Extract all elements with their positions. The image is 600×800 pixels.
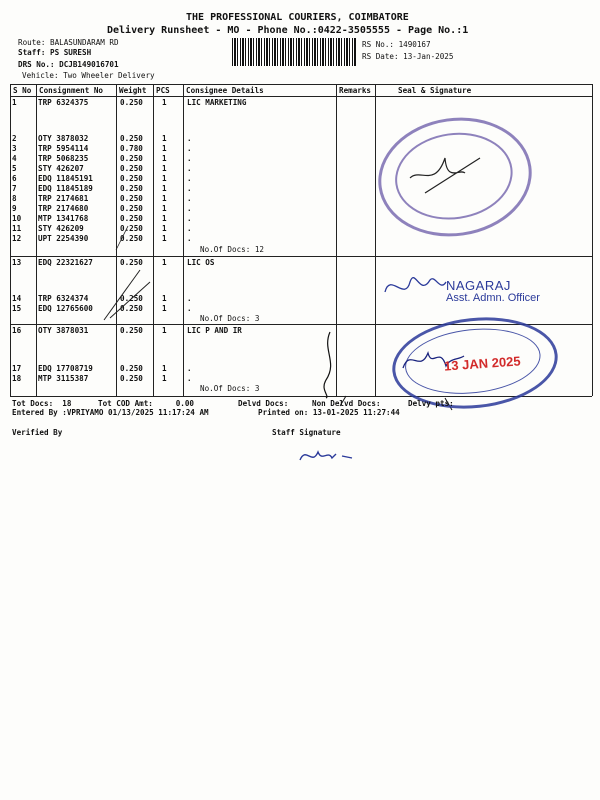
officer-signature (380, 262, 450, 312)
printed-on: Printed on: 13-01-2025 11:27:44 (258, 408, 400, 417)
staff: Staff: PS SURESH (18, 48, 92, 57)
table-row: 3 TRP 5954114 0.780 1 . (12, 144, 192, 153)
table-row: 8 TRP 2174681 0.250 1 . (12, 194, 192, 203)
rs-date: RS Date: 13-Jan-2025 (362, 52, 454, 61)
table-row: 2 OTY 3878032 0.250 1 . (12, 134, 192, 143)
table-row: 5 STY 426207 0.250 1 . (12, 164, 192, 173)
table-row: 12 UPT 2254390 0.250 1 . (12, 234, 192, 243)
vehicle: Vehicle: Two Wheeler Delivery (22, 71, 155, 80)
col-header-sno: S No (13, 86, 32, 95)
entered-by: Entered By :VPRIYAMO 01/13/2025 11:17:24 AM (12, 408, 209, 417)
non-delivered-docs: Non Delvd Docs: (312, 399, 381, 408)
staff-signature-label: Staff Signature (272, 428, 341, 437)
col-header-seal: Seal & Signature (398, 86, 472, 95)
table-row: 1 TRP 6324375 0.250 1 LIC MARKETING (12, 98, 247, 107)
table-row: 6 EDQ 11845191 0.250 1 . (12, 174, 192, 183)
table-row: 14 TRP 6324374 0.250 1 . (12, 294, 192, 303)
table-row: 10 MTP 1341768 0.250 1 . (12, 214, 192, 223)
delivery-points: Delvy pts: (408, 399, 454, 408)
table-row: 11 STY 426209 0.250 1 . (12, 224, 192, 233)
officer-name-stamp: NAGARAJ (446, 278, 511, 293)
company-title: THE PROFESSIONAL COURIERS, COIMBATORE (186, 12, 409, 23)
total-docs: Tot Docs: 18 (12, 399, 72, 408)
col-header-pcs: PCS (156, 86, 170, 95)
table-row: 18 MTP 3115387 0.250 1 . (12, 374, 192, 383)
route: Route: BALASUNDARAM RD (18, 38, 119, 47)
col-header-remarks: Remarks (339, 86, 372, 95)
group-doc-count: No.Of Docs: 12 (200, 245, 265, 254)
drs-number: DRS No.: DCJB149016701 (18, 60, 119, 69)
seal-signature (405, 138, 495, 208)
staff-signature (296, 440, 366, 470)
runsheet-title: Delivery Runsheet - MO - Phone No.:0422-3505555 - Page No.:1 (107, 25, 469, 36)
col-header-consignee: Consignee Details (186, 86, 264, 95)
col-header-weight: Weight (119, 86, 147, 95)
officer-title-stamp: Asst. Admn. Officer (446, 292, 540, 304)
table-row: 9 TRP 2174680 0.250 1 . (12, 204, 192, 213)
verified-by: Verified By (12, 428, 63, 437)
date-stamp: 13 JAN 2025 (443, 353, 522, 374)
total-cod: Tot COD Amt: 0.00 (98, 399, 195, 408)
table-row: 17 EDQ 17708719 0.250 1 . (12, 364, 192, 373)
col-header-consignment: Consignment No (39, 86, 104, 95)
delivered-docs: Delvd Docs: (238, 399, 289, 408)
table-row: 4 TRP 5068235 0.250 1 . (12, 154, 192, 163)
rs-number: RS No.: 1490167 (362, 40, 431, 49)
table-row: 16 OTY 3878031 0.250 1 LIC P AND IR (12, 326, 242, 335)
group-doc-count: No.Of Docs: 3 (200, 314, 260, 323)
table-row: 15 EDQ 12765600 0.250 1 . (12, 304, 192, 313)
table-row: 7 EDQ 11845189 0.250 1 . (12, 184, 192, 193)
table-row: 13 EDQ 22321627 0.250 1 LIC OS (12, 258, 215, 267)
group-doc-count: No.Of Docs: 3 (200, 384, 260, 393)
